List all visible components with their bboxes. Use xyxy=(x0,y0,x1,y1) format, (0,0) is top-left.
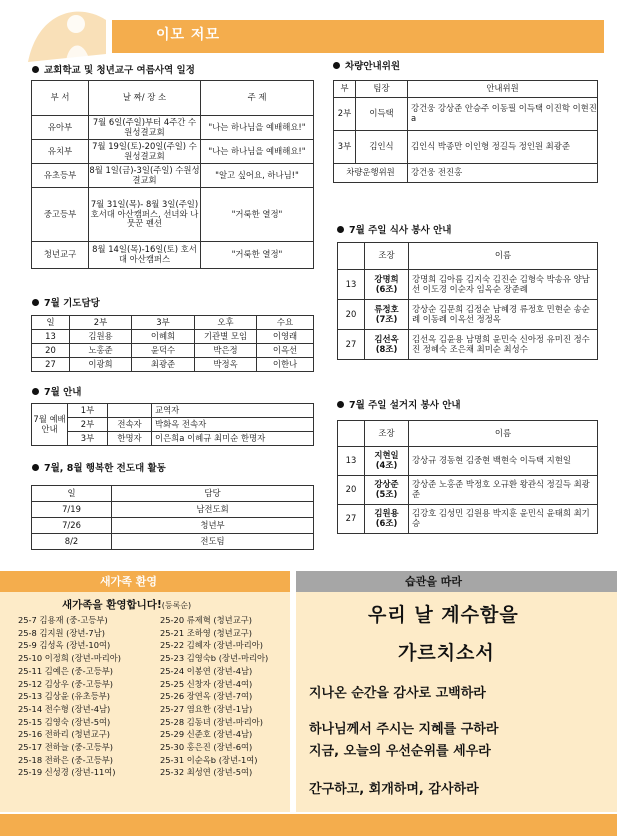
evangelism-table xyxy=(31,485,314,550)
habit-line-4: 간구하고, 회개하며, 감사하라 xyxy=(309,782,479,797)
table-cell: 강건웅 강상준 안승주 이동필 이득택 이진학 이현진a xyxy=(408,98,598,131)
new-family-entry: 25-13 김상윤 (유초등부) xyxy=(18,691,110,702)
leader-cell xyxy=(365,270,409,300)
table-row xyxy=(32,432,314,446)
table-row xyxy=(32,344,314,358)
habit-line-1: 지나온 순간을 감사로 고백하라 xyxy=(309,686,486,701)
service-cell: 2부 xyxy=(68,418,108,432)
header-row xyxy=(338,421,598,447)
table-row xyxy=(32,164,314,188)
theme-cell: "나는 하나님을 예배해요!" xyxy=(201,140,314,164)
table-cell: 이한나 xyxy=(257,358,314,372)
dept-cell: 청년교구 xyxy=(32,242,89,269)
table-cell: 2부 xyxy=(334,98,356,131)
date-cell: 8월 14일(목)-16일(토) 호서대 아산캠퍼스 xyxy=(89,242,201,269)
day-cell: 13 xyxy=(338,447,365,476)
names-cell: 강상순 김문희 김정순 남혜경 류정호 민현순 송순례 이동례 이옥선 정정옥 xyxy=(409,300,598,330)
leader-name: 강명희 xyxy=(374,273,399,284)
table-cell: 이득택 xyxy=(356,98,408,131)
summer-schedule-table xyxy=(31,80,314,269)
new-family-entry: 25-24 이봉연 (장년-4남) xyxy=(160,665,253,676)
group-label: (6조) xyxy=(375,518,398,528)
page-title: 이모 저모 xyxy=(156,27,220,43)
table-cell: 노홍준 xyxy=(70,344,132,358)
new-family-entry: 25-26 장연옥 (장년-7여) xyxy=(160,691,253,702)
table-cell: 20 xyxy=(32,344,70,358)
table-row xyxy=(334,131,598,164)
table-cell: 이광희 xyxy=(70,358,132,372)
guide-label: 7월 예배 안내 xyxy=(32,404,68,446)
table-row xyxy=(338,330,598,360)
table-row xyxy=(32,188,314,242)
names-cell: 강상규 경동현 김중현 백현숙 이득택 지현일 xyxy=(409,447,598,476)
day-cell: 27 xyxy=(338,505,365,534)
table-row xyxy=(334,98,598,131)
col-header: 수요 xyxy=(257,316,314,330)
table-cell: 청년부 xyxy=(112,518,314,534)
new-family-entry: 25-32 최성연 (장년-5여) xyxy=(160,767,253,778)
col-header: 오후 xyxy=(195,316,257,330)
table-row xyxy=(32,242,314,269)
new-family-entry: 25-28 김동녀 (장년-마리아) xyxy=(160,716,263,727)
table-cell: 박은정 xyxy=(195,344,257,358)
col-header-dept: 부 서 xyxy=(32,81,89,116)
habit-line-2: 하나님께서 주시는 지혜를 구하라 xyxy=(309,722,499,737)
new-family-entry: 25-10 이정희 (장년-마리아) xyxy=(18,653,121,664)
leader-cell xyxy=(365,330,409,360)
col-header: 팀장 xyxy=(356,81,408,98)
col-header: 2부 xyxy=(70,316,132,330)
dept-cell: 중고등부 xyxy=(32,188,89,242)
table-row xyxy=(338,300,598,330)
names-cell: 강명희 김아름 김지숙 김진순 김형숙 박송유 양남선 이도경 이순자 임옥순 장준례 xyxy=(409,270,598,300)
new-family-entry: 25-22 김혜자 (장년-마리아) xyxy=(160,640,263,651)
group-label: (4조) xyxy=(375,460,398,470)
table-row xyxy=(338,270,598,300)
table-cell: 7/19 xyxy=(32,502,112,518)
names-cell: 교역자 xyxy=(152,404,314,418)
group-label: (6조) xyxy=(375,283,398,294)
leader-cell xyxy=(365,447,409,476)
col-header: 조장 xyxy=(365,421,409,447)
col-header: 부 xyxy=(334,81,356,98)
dept-cell: 유치부 xyxy=(32,140,89,164)
guide-table xyxy=(31,403,314,446)
new-family-entry: 25-31 이순옥b (장년-1여) xyxy=(160,754,258,765)
bottom-band xyxy=(0,814,617,836)
table-row xyxy=(32,330,314,344)
col-header: 담당 xyxy=(112,486,314,502)
date-cell: 7월 19일(토)-20일(주일) 수원성결교회 xyxy=(89,140,201,164)
calligraphy-line-2: 가르치소서 xyxy=(398,642,495,664)
day-cell: 27 xyxy=(338,330,365,360)
service-cell: 1부 xyxy=(68,404,108,418)
dept-cell: 유아부 xyxy=(32,116,89,140)
table-row xyxy=(32,404,314,418)
col-header: 이름 xyxy=(409,421,598,447)
date-cell: 7월 31일(목)- 8월 3일(주일) 호서대 아산캠퍼스, 선녀와 나뭇꾼 펜션 xyxy=(89,188,201,242)
prayer-section-title: 7월 기도담당 xyxy=(32,295,100,309)
new-family-entry: 25-7 김용재 (중-고등부) xyxy=(18,615,108,625)
habit-band-title: 습관을 따라 xyxy=(405,575,462,588)
col-header-date: 날 짜/ 장 소 xyxy=(89,81,201,116)
day-cell: 13 xyxy=(338,270,365,300)
habit-line-3: 지금, 오늘의 우선순위를 세우라 xyxy=(309,744,491,759)
role-cell: 한명자 xyxy=(108,432,152,446)
theme-cell: "거룩한 열정" xyxy=(201,188,314,242)
new-family-band-title: 새가족 환영 xyxy=(100,575,157,588)
table-row xyxy=(32,502,314,518)
new-family-entry: 25-21 조하영 (청년교구) xyxy=(160,627,252,638)
leader-name: 지현일 xyxy=(374,450,399,461)
dish-service-table xyxy=(337,420,598,534)
evangelism-section-title: 7월, 8월 행복한 전도대 활동 xyxy=(32,460,166,474)
new-family-list-right xyxy=(160,614,268,779)
header-row xyxy=(32,486,314,502)
table-cell: 이옥선 xyxy=(257,344,314,358)
col-header: 이름 xyxy=(409,243,598,270)
calligraphy-line-1: 우리 날 계수함을 xyxy=(368,604,519,626)
guide-section-title: 7월 안내 xyxy=(32,384,81,398)
header-row xyxy=(32,316,314,330)
theme-cell: "알고 싶어요, 하나님!" xyxy=(201,164,314,188)
names-cell: 박화옥 전속자 xyxy=(152,418,314,432)
names-cell: 김선옥 김윤용 남명희 윤민숙 신아정 유미진 정수진 정혜숙 조은채 최미순 최성수 xyxy=(409,330,598,360)
table-row xyxy=(32,534,314,550)
leader-name: 강상준 xyxy=(374,479,399,490)
group-label: (8조) xyxy=(375,343,398,354)
new-family-entry: 25-14 전수형 (장년-4남) xyxy=(18,703,111,714)
driver-label: 차량운행위원 xyxy=(334,164,408,183)
meal-section-title: 7월 주일 식사 봉사 안내 xyxy=(337,222,451,236)
table-cell: 기관별 모임 xyxy=(195,330,257,344)
table-cell: 8/2 xyxy=(32,534,112,550)
new-family-entry: 25-20 류제혁 (청년교구) xyxy=(160,615,252,625)
church-logo-icon xyxy=(18,2,110,64)
new-family-entry: 25-15 김영숙 (장년-5여) xyxy=(18,716,111,727)
table-cell: 이혜희 xyxy=(132,330,195,344)
new-family-list-left xyxy=(18,614,121,779)
date-cell: 7월 6일(주일)부터 4주간 수원성결교회 xyxy=(89,116,201,140)
table-cell: 27 xyxy=(32,358,70,372)
meal-service-table xyxy=(337,242,598,360)
col-header: 3부 xyxy=(132,316,195,330)
table-row xyxy=(338,447,598,476)
day-cell: 20 xyxy=(338,300,365,330)
leader-cell xyxy=(365,476,409,505)
welcome-heading: 새가족을 환영합니다!(등록순) xyxy=(62,599,192,611)
new-family-entry: 25-17 전하늘 (중-고등부) xyxy=(18,742,113,753)
leader-name: 류정호 xyxy=(374,303,399,314)
table-cell: 김원용 xyxy=(70,330,132,344)
table-row xyxy=(32,358,314,372)
table-cell: 전도팀 xyxy=(112,534,314,550)
table-cell: 13 xyxy=(32,330,70,344)
dish-section-title: 7월 주일 설거지 봉사 안내 xyxy=(337,397,461,411)
prayer-table xyxy=(31,315,314,372)
leader-cell xyxy=(365,505,409,534)
col-header xyxy=(338,243,365,270)
day-cell: 20 xyxy=(338,476,365,505)
new-family-entry: 25-16 전하리 (청년교구) xyxy=(18,729,110,740)
leader-cell xyxy=(365,300,409,330)
table-cell: 최광준 xyxy=(132,358,195,372)
table-cell: 이영래 xyxy=(257,330,314,344)
names-cell: 김강호 김성민 김원용 박지훈 윤민식 윤태희 최기승 xyxy=(409,505,598,534)
theme-cell: "거룩한 열정" xyxy=(201,242,314,269)
summer-section-title: 교회학교 및 청년교구 여름사역 일정 xyxy=(32,62,195,76)
group-label: (5조) xyxy=(375,489,398,499)
table-row xyxy=(338,476,598,505)
leader-name: 김선옥 xyxy=(374,333,399,344)
new-family-entry: 25-12 김상우 (중-고등부) xyxy=(18,678,113,689)
table-row xyxy=(32,518,314,534)
role-cell xyxy=(108,404,152,418)
table-cell: 남전도회 xyxy=(112,502,314,518)
new-family-entry: 25-23 김영숙b (장년-마리아) xyxy=(160,653,269,664)
vehicle-section-title: 차량안내위원 xyxy=(333,58,400,72)
col-header: 조장 xyxy=(365,243,409,270)
service-cell: 3부 xyxy=(68,432,108,446)
new-family-entry: 25-19 신성경 (장년-11여) xyxy=(18,767,116,778)
table-cell: 3부 xyxy=(334,131,356,164)
col-header-theme: 주 제 xyxy=(201,81,314,116)
vehicle-table xyxy=(333,80,598,183)
table-cell: 윤덕수 xyxy=(132,344,195,358)
new-family-entry: 25-11 김예은 (중-고등부) xyxy=(18,665,113,676)
leader-name: 김원용 xyxy=(374,508,399,519)
col-header: 안내위원 xyxy=(408,81,598,98)
table-cell: 박정옥 xyxy=(195,358,257,372)
col-header: 일 xyxy=(32,486,112,502)
table-row xyxy=(334,164,598,183)
col-header: 일 xyxy=(32,316,70,330)
header-row xyxy=(338,243,598,270)
table-row xyxy=(338,505,598,534)
new-family-entry: 25-30 홍은진 (장년-6여) xyxy=(160,742,253,753)
table-row xyxy=(32,116,314,140)
date-cell: 8월 1일(금)-3일(주일) 수원성결교회 xyxy=(89,164,201,188)
group-label: (7조) xyxy=(375,313,398,324)
table-cell: 김인식 박종만 이인형 정길득 정인원 최광준 xyxy=(408,131,598,164)
header-row xyxy=(334,81,598,98)
driver-names: 강건웅 전진홍 xyxy=(408,164,598,183)
table-cell: 7/26 xyxy=(32,518,112,534)
col-header xyxy=(338,421,365,447)
new-family-entry: 25-9 김성옥 (장년-10여) xyxy=(18,640,111,651)
names-cell: 이은희a 이혜규 최미순 한명자 xyxy=(152,432,314,446)
role-cell: 전속자 xyxy=(108,418,152,432)
table-row xyxy=(32,140,314,164)
table-row xyxy=(32,418,314,432)
new-family-entry: 25-25 신창자 (장년-4여) xyxy=(160,678,253,689)
theme-cell: "나는 하나님을 예배해요!" xyxy=(201,116,314,140)
new-family-entry: 25-18 전하은 (중-고등부) xyxy=(18,754,113,765)
new-family-entry: 25-8 김지원 (장년-7남) xyxy=(18,627,105,638)
dept-cell: 유초등부 xyxy=(32,164,89,188)
table-cell: 김인식 xyxy=(356,131,408,164)
new-family-entry: 25-29 신준호 (장년-4남) xyxy=(160,729,253,740)
names-cell: 강상준 노홍준 박정호 오규환 왕관식 정길득 최광준 xyxy=(409,476,598,505)
new-family-entry: 25-27 염요한 (장년-1남) xyxy=(160,703,253,714)
